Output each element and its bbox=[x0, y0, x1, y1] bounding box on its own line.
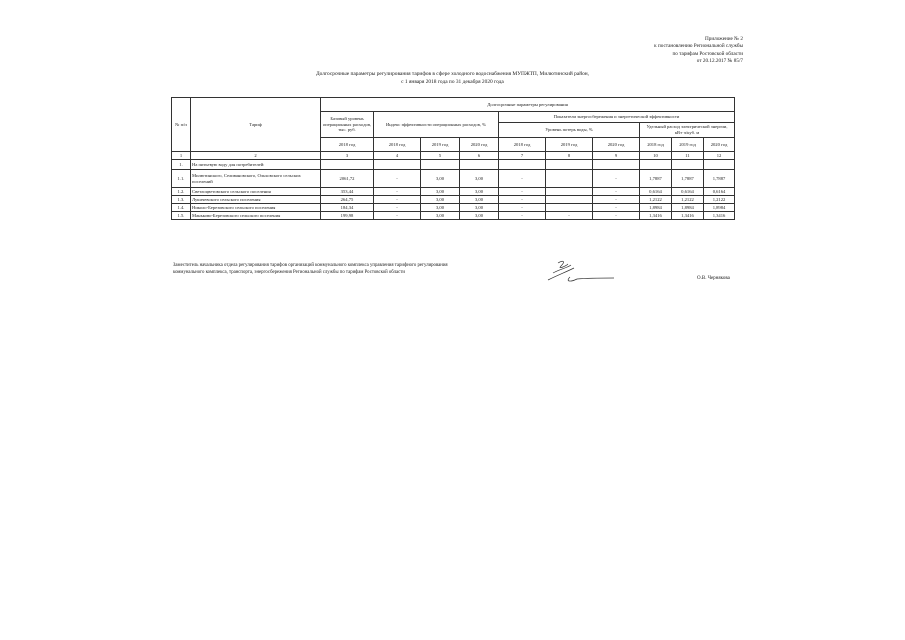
row-loss-2018: - bbox=[499, 212, 546, 220]
header-efficiency-index: Индекс эффективности операционных расходов, % bbox=[374, 112, 499, 138]
table-row bbox=[172, 196, 735, 204]
row-num: 1.5. bbox=[172, 212, 191, 220]
row-sp-2020: 1,7887 bbox=[704, 170, 735, 188]
column-number: 6 bbox=[460, 152, 499, 160]
table-row bbox=[172, 188, 735, 196]
row-loss-2020: - bbox=[593, 212, 640, 220]
header-tariff: Тариф bbox=[191, 98, 321, 152]
appendix-line: Приложение № 2 bbox=[705, 36, 743, 42]
row-loss-2020: - bbox=[593, 196, 640, 204]
row-name: Светлоцветовского сельского поселения bbox=[191, 188, 321, 196]
year-header: 2018 год bbox=[374, 138, 421, 152]
row-idx-2020: 3,00 bbox=[460, 212, 499, 220]
column-number: 5 bbox=[421, 152, 460, 160]
appendix-line: по тарифам Ростовской области bbox=[672, 50, 743, 57]
row-base: 2061,72 bbox=[321, 170, 374, 188]
row-base: 184,34 bbox=[321, 204, 374, 212]
table-row bbox=[172, 204, 735, 212]
row-loss-2020: - bbox=[593, 204, 640, 212]
row-sp-2018: 0,6164 bbox=[640, 188, 672, 196]
signatory-position: Заместитель начальника отдела регулирования тарифов организаций коммунального комплекса управления тарифного регулирования коммунального комплекса, транспорта, энергосбережения Региональной службы по тарифам Ростовской области bbox=[173, 263, 448, 275]
row-num: 1.2. bbox=[172, 188, 191, 196]
column-number-row bbox=[172, 152, 735, 160]
appendix-line: от 20.12.2017 № 85/7 bbox=[696, 58, 743, 65]
row-loss-2019 bbox=[546, 204, 593, 212]
column-number: 3 bbox=[321, 152, 374, 160]
row-base: 199,98 bbox=[321, 212, 374, 220]
year-header: 2020 год bbox=[460, 138, 499, 152]
row-name: Маньково-Березовского сельского поселения bbox=[191, 212, 321, 220]
row-idx-2020: 3,00 bbox=[460, 170, 499, 188]
row-sp-2018: 1,8984 bbox=[640, 204, 672, 212]
signatory-name: О.В. Чернякова bbox=[697, 276, 730, 281]
header-losses: Уровень потерь воды, % bbox=[499, 123, 640, 138]
column-number: 8 bbox=[546, 152, 593, 160]
row-idx-2019: 3,00 bbox=[421, 212, 460, 220]
column-number: 12 bbox=[704, 152, 735, 160]
row-idx-2018: - bbox=[374, 204, 421, 212]
year-header: 2018 год bbox=[321, 138, 374, 152]
column-number: 7 bbox=[499, 152, 546, 160]
row-sp-2019: 1,3416 bbox=[672, 212, 704, 220]
row-loss-2019 bbox=[546, 196, 593, 204]
row-loss-2020: - bbox=[593, 188, 640, 196]
row-sp-2020: 0,6164 bbox=[704, 188, 735, 196]
parameters-table bbox=[171, 97, 735, 220]
table-row bbox=[172, 170, 735, 188]
handwritten-signature bbox=[540, 257, 618, 287]
header-specific-consumption: Удельный расход электрической энергии, кВт·ч/куб. м bbox=[640, 123, 735, 138]
year-header: 2019 год bbox=[546, 138, 593, 152]
title-line-2: с 1 января 2018 года по 31 декабря 2020 года bbox=[401, 78, 504, 85]
row-name: Лукичевского сельского поселения bbox=[191, 196, 321, 204]
row-name: Милютинского, Селивановского, Ольховского сельских поселений bbox=[191, 170, 321, 188]
row-sp-2018: 1,7887 bbox=[640, 170, 672, 188]
table-row bbox=[172, 212, 735, 220]
row-loss-2018: - bbox=[499, 188, 546, 196]
column-number: 4 bbox=[374, 152, 421, 160]
column-number: 10 bbox=[640, 152, 672, 160]
row-idx-2020: 3,00 bbox=[460, 188, 499, 196]
row-sp-2020: 1,2122 bbox=[704, 196, 735, 204]
row-idx-2018: - bbox=[374, 196, 421, 204]
row-sp-2019: 0,6164 bbox=[672, 188, 704, 196]
row-loss-2019 bbox=[546, 188, 593, 196]
row-num: 1.1. bbox=[172, 170, 191, 188]
row-base: 264,75 bbox=[321, 196, 374, 204]
appendix-line: к постановлению Региональной службы bbox=[654, 43, 743, 50]
row-loss-2019: - bbox=[546, 212, 593, 220]
header-long-term: Долгосрочные параметры регулирования bbox=[321, 98, 735, 112]
column-number: 2 bbox=[191, 152, 321, 160]
row-idx-2018: - bbox=[374, 212, 421, 220]
year-header: 2019 год bbox=[672, 138, 704, 152]
year-header: 2018 год bbox=[499, 138, 546, 152]
row-idx-2020: 3,00 bbox=[460, 204, 499, 212]
row-idx-2018: - bbox=[374, 170, 421, 188]
row-sp-2019: 1,7887 bbox=[672, 170, 704, 188]
column-number: 9 bbox=[593, 152, 640, 160]
row-loss-2018: - bbox=[499, 170, 546, 188]
row-sp-2019: 1,8984 bbox=[672, 204, 704, 212]
row-idx-2019: 3,00 bbox=[421, 196, 460, 204]
header-energy-indicators: Показатели энергосбережения и энергетической эффективности bbox=[499, 112, 735, 123]
section-label: На питьевую воду для потребителей: bbox=[191, 160, 321, 170]
year-header: 2019 год bbox=[421, 138, 460, 152]
row-idx-2019: 3,00 bbox=[421, 188, 460, 196]
row-loss-2020: - bbox=[593, 170, 640, 188]
column-number: 1 bbox=[172, 152, 191, 160]
header-base-level: Базовый уровень операционных расходов, тыс. руб. bbox=[321, 112, 374, 138]
row-idx-2019: 3,00 bbox=[421, 170, 460, 188]
row-base: 353,44 bbox=[321, 188, 374, 196]
appendix-block bbox=[654, 36, 743, 66]
row-idx-2020: 3,00 bbox=[460, 196, 499, 204]
row-loss-2018: - bbox=[499, 204, 546, 212]
section-num: 1. bbox=[172, 160, 191, 170]
row-num: 1.3. bbox=[172, 196, 191, 204]
row-sp-2018: 1,3416 bbox=[640, 212, 672, 220]
row-sp-2018: 1,2122 bbox=[640, 196, 672, 204]
row-idx-2019: 3,00 bbox=[421, 204, 460, 212]
row-sp-2019: 1,2122 bbox=[672, 196, 704, 204]
row-num: 1.4. bbox=[172, 204, 191, 212]
row-name: Николо-Березовского сельского поселения bbox=[191, 204, 321, 212]
row-loss-2019 bbox=[546, 170, 593, 188]
row-idx-2018: - bbox=[374, 188, 421, 196]
column-number: 11 bbox=[672, 152, 704, 160]
document-title bbox=[0, 71, 905, 86]
row-sp-2020: 1,3416 bbox=[704, 212, 735, 220]
row-loss-2018: - bbox=[499, 196, 546, 204]
section-row bbox=[172, 160, 735, 170]
header-num: № п/п bbox=[172, 98, 191, 152]
year-header: 2018 год bbox=[640, 138, 672, 152]
row-sp-2020: 1,8984 bbox=[704, 204, 735, 212]
year-header: 2020 год bbox=[593, 138, 640, 152]
title-line-1: Долгосрочные параметры регулирования тарифов в сфере холодного водоснабжения МУПЖТП, Милютинский район, bbox=[315, 71, 590, 77]
year-header: 2020 год bbox=[704, 138, 735, 152]
